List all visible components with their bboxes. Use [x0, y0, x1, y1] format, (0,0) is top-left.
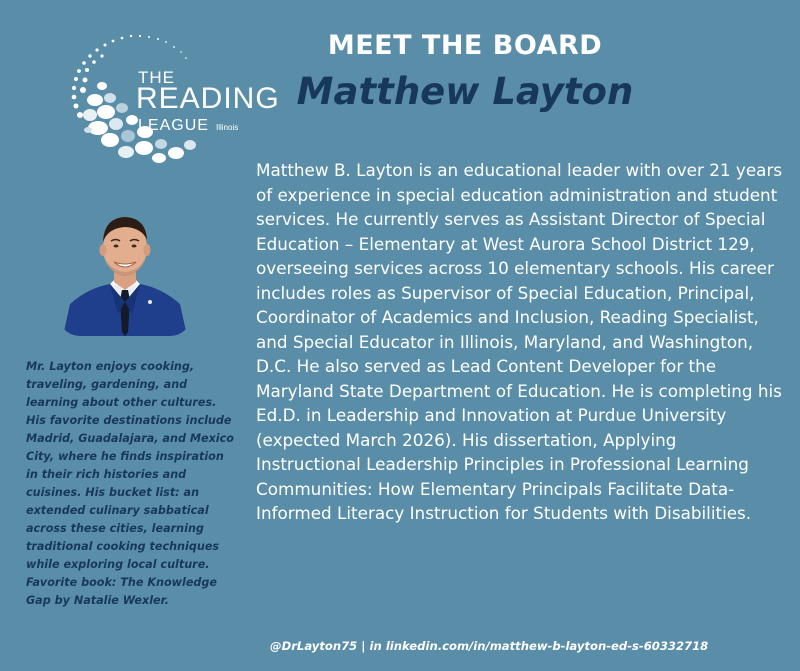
logo-the: THE	[138, 68, 175, 87]
portrait-photo	[58, 204, 192, 336]
logo-league: LEAGUE	[138, 117, 209, 134]
logo-reading: READING	[136, 82, 280, 115]
biography-text: Matthew B. Layton is an educational leader with over 21 years of experience in special education administration and student services. He currently serves as Assistant Director of Special Education – Elementary at West Aurora School District 129, overseeing services across 10 elementary schools. His career includes roles as Supervisor of Special Education, Principal, Coordinator of Academics and Inclusion, Reading Specialist, and Special Educator in Illinois, Maryland, and Washington, D.C. He also served as Lead Content Developer for the Maryland State Department of Education. He is completing his Ed.D. in Leadership and Innovation at Purdue University (expected March 2026). His dissertation, Applying Instructional Leadership Principles in Professional Learning Communities: How Elementary Principals Facilitate Data-Informed Literacy Instruction for Students with Disabilities.	[256, 160, 783, 523]
page-title: MEET THE BOARD	[327, 30, 603, 61]
logo-state: Illinois	[216, 123, 239, 132]
personal-interests-text: Mr. Layton enjoys cooking, traveling, gardening, and learning about other cultures. His favorite destinations include Madrid, Guadalajara, and Mexico City, where he finds inspiration in their rich histories and cuisines. His bucket list: an extended culinary sabbatical across these cities, learning traditional cooking techniques while exploring local culture. Favorite book: The Knowledge Gap by Natalie Wexler.	[26, 360, 234, 607]
reading-league-logo	[40, 20, 280, 170]
social-links: @DrLayton75 | in linkedin.com/in/matthew-b-layton-ed-s-60332718	[270, 639, 709, 653]
member-name: Matthew Layton	[296, 70, 634, 113]
